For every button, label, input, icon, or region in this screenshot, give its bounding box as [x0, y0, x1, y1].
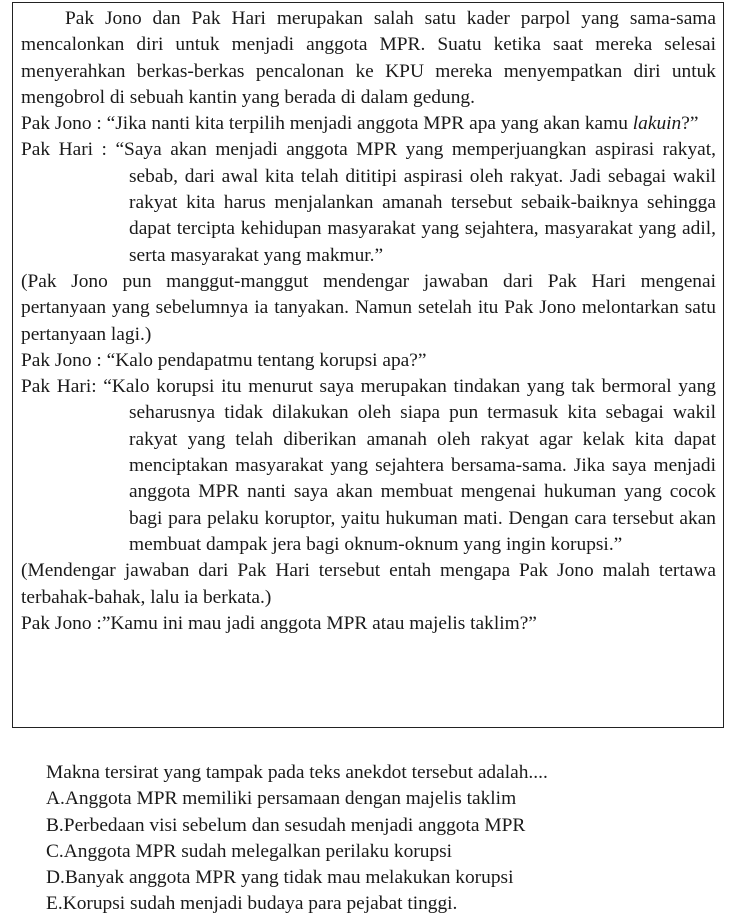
option-letter: C.	[46, 840, 64, 862]
option-text: Anggota MPR memiliki persamaan dengan majelis taklim	[64, 788, 517, 810]
utterance-text: “Kalo pendapatmu tentang korupsi apa?”	[106, 349, 427, 371]
utterance-text: “Jika nanti kita terpilih menjadi anggota MPR apa yang akan kamu	[106, 113, 633, 135]
speaker-label: Pak Jono :	[21, 612, 102, 634]
narration-paragraph-1: (Pak Jono pun manggut-manggut mendengar jawaban dari Pak Hari mengenai pertanyaan yang sebelumnya ia tanyakan. Namun setelah itu Pak Jono melontarkan satu pertanyaan lagi.)	[21, 270, 716, 345]
answer-options	[46, 786, 726, 917]
option-c[interactable]	[46, 839, 726, 865]
dialogue-pak-hari-2	[21, 374, 716, 558]
utterance-text: “Kalo korupsi itu menurut saya merupakan tindakan yang tak bermoral yang seharusnya tidak dilakukan oleh siapa pun termasuk kita sebagai wakil rakyat yang telah diberikan amanah oleh rakyat agar kelak kita dapat menciptakan masyarakat yang sejahtera bersama-sama. Jika saya menjadi anggota MPR nanti saya akan membuat mengenai hukuman yang cocok bagi para pelaku koruptor, yaitu hukuman mati. Dengan cara tersebut akan membuat dampak jera bagi oknum-oknum yang ingin korupsi.”	[103, 376, 716, 555]
speaker-label: Pak Jono :	[21, 349, 107, 371]
narration-paragraph-2: (Mendengar jawaban dari Pak Hari tersebut entah mengapa Pak Jono malah tertawa terbahak-bahak, lalu ia berkata.)	[21, 560, 716, 608]
option-letter: A.	[46, 788, 65, 810]
speaker-label: Pak Hari:	[21, 376, 104, 398]
option-letter: B.	[46, 814, 64, 836]
dialogue-pak-jono-2	[21, 348, 716, 374]
option-letter: D.	[46, 867, 65, 889]
utterance-text: ”Kamu ini mau jadi anggota MPR atau majelis taklim?”	[101, 612, 537, 634]
option-text: Anggota MPR sudah melegalkan perilaku korupsi	[63, 840, 453, 862]
dialogue-pak-hari-1	[21, 137, 716, 268]
option-text: Korupsi sudah menjadi budaya para pejabat tinggi.	[62, 893, 458, 915]
passage-intro-paragraph: Pak Jono dan Pak Hari merupakan salah satu kader parpol yang sama-sama mencalonkan diri untuk menjadi anggota MPR. Suatu ketika saat mereka selesai menyerahkan berkas-berkas pencalonan ke KPU mereka menyempatkan diri untuk mengobrol di sebuah kantin yang berada di dalam gedung.	[21, 8, 716, 108]
utterance-text: “Saya akan menjadi anggota MPR yang memperjuangkan aspirasi rakyat, sebab, dari awal kita telah dititipi aspirasi oleh rakyat. Jadi sebagai wakil rakyat kita harus menjalankan amanah tersebut sebaik-baiknya sehingga dapat tercipta kehidupan masyarakat yang sejahtera, masyarakat yang adil, serta masyarakat yang makmur.”	[115, 139, 716, 266]
option-e[interactable]	[46, 891, 726, 917]
anecdote-passage-box	[12, 2, 724, 728]
option-a[interactable]	[46, 786, 726, 812]
utterance-italic-word: lakuin	[632, 113, 682, 135]
option-letter: E.	[46, 893, 63, 915]
option-text: Perbedaan visi sebelum dan sesudah menjadi anggota MPR	[63, 814, 526, 836]
dialogue-pak-jono-3	[21, 611, 716, 637]
utterance-text-end: ?”	[681, 113, 699, 135]
option-text: Banyak anggota MPR yang tidak mau melakukan korupsi	[64, 867, 514, 889]
question-block	[46, 760, 726, 918]
option-b[interactable]	[46, 813, 726, 839]
dialogue-pak-jono-1	[21, 111, 716, 137]
option-d[interactable]	[46, 865, 726, 891]
speaker-label: Pak Jono :	[21, 113, 107, 135]
speaker-label: Pak Hari :	[21, 139, 116, 161]
question-stem: Makna tersirat yang tampak pada teks anekdot tersebut adalah....	[46, 762, 548, 783]
